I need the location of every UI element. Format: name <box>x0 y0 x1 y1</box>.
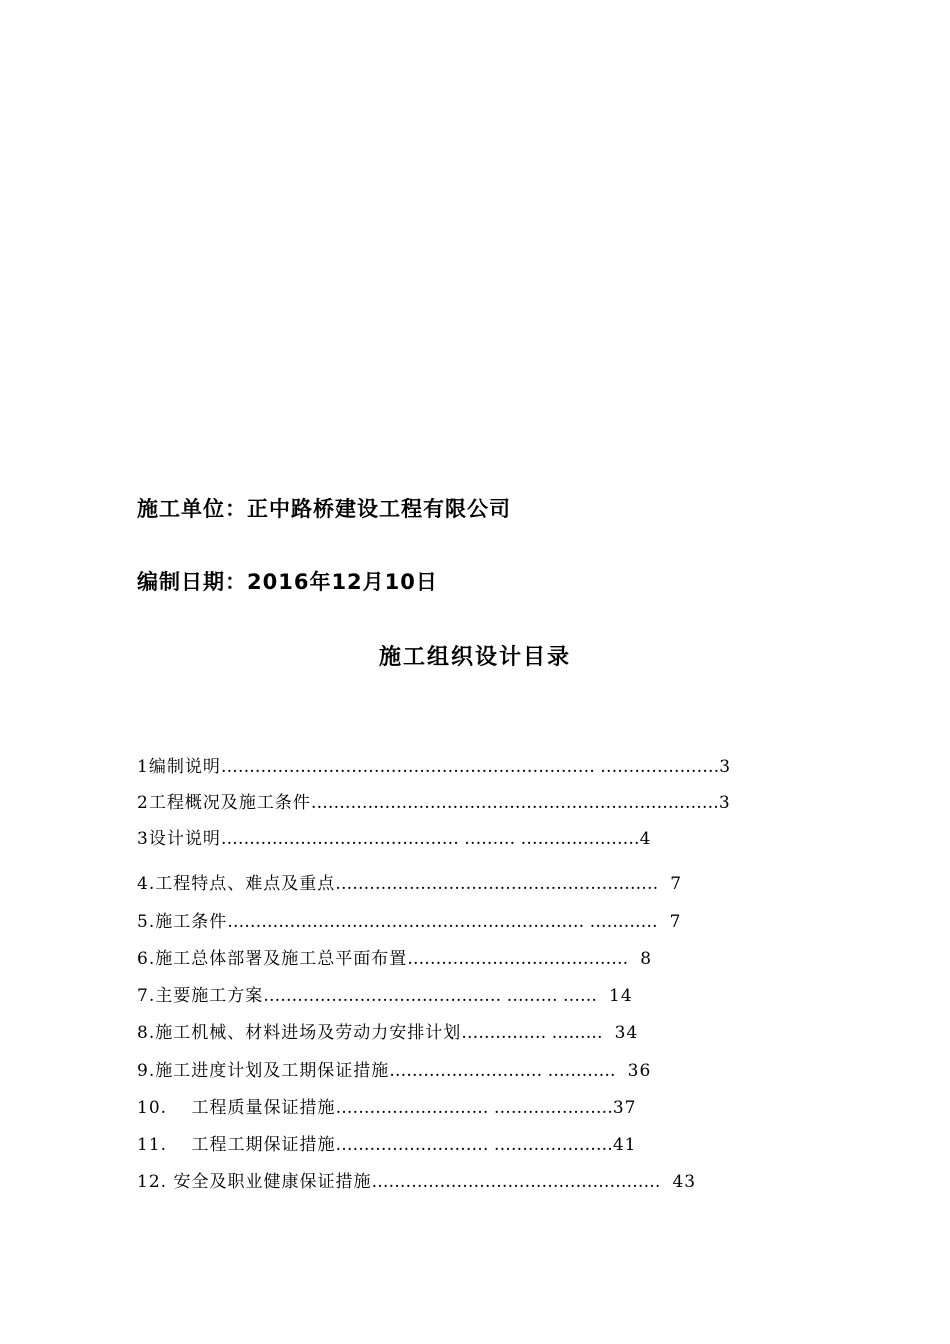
toc-entry-leader: ……………………… ………… <box>389 1061 616 1081</box>
toc-entry-page: 43 <box>672 1172 697 1192</box>
toc-entry-label: 10. 工程质量保证措施 <box>137 1098 336 1118</box>
toc-entry <box>137 826 651 852</box>
toc-entry-page: 7 <box>669 912 682 932</box>
toc-entry-label: 9.施工进度计划及工期保证措施 <box>137 1061 390 1081</box>
toc-entry <box>137 790 731 816</box>
toc-entry-page: 7 <box>670 874 683 894</box>
toc-entry-leader: ……………………… ………………… <box>335 1098 613 1118</box>
toc-entry-page: 36 <box>627 1061 652 1081</box>
toc-entry <box>137 1169 696 1195</box>
toc-entry-label: 6.施工总体部署及施工总平面布置 <box>137 949 408 969</box>
toc-entry-label: 7.主要施工方案 <box>137 986 264 1006</box>
toc-entry-label: 5.施工条件 <box>137 912 228 932</box>
toc-entry-leader: ………………………………………………………… ………………… <box>220 757 720 777</box>
toc-entry-page: 3 <box>718 793 731 813</box>
toc-entry-leader: ………………………………………………… <box>335 874 659 894</box>
toc-entry-leader: ……………………………………………………… ………… <box>227 912 658 932</box>
toc-entry <box>137 1095 637 1121</box>
toc-entry <box>137 1020 638 1046</box>
toc-entry-page: 14 <box>609 986 633 1006</box>
toc-entry <box>137 871 682 897</box>
construction-unit: 施工单位：正中路桥建设工程有限公司 <box>137 497 511 521</box>
toc-entry-page: 34 <box>614 1023 639 1043</box>
toc-entry-page: 4 <box>639 829 652 849</box>
toc-entry-leader: …………… ……… <box>461 1023 603 1043</box>
toc-entry-page: 41 <box>612 1135 637 1155</box>
toc-entry-label: 2工程概况及施工条件 <box>137 793 311 813</box>
toc-entry <box>137 983 633 1009</box>
toc-entry-label: 11. 工程工期保证措施 <box>137 1135 336 1155</box>
toc-entry-leader: …………………………………… ……… ………………… <box>220 829 640 849</box>
toc-entry <box>137 1058 651 1084</box>
toc-entry <box>137 946 652 972</box>
toc-entry-leader: …………………………………………… <box>371 1172 661 1192</box>
toc-entry-leader: ………………………………… <box>407 949 629 969</box>
toc-entry <box>137 909 681 935</box>
toc-entry-page: 37 <box>612 1098 637 1118</box>
toc-entry-page: 3 <box>719 757 732 777</box>
toc-entry-leader: ……………………… ………………… <box>335 1135 613 1155</box>
toc-entry-label: 12. 安全及职业健康保证措施 <box>137 1172 372 1192</box>
toc-entry-label: 8.施工机械、材料进场及劳动力安排计划 <box>137 1023 462 1043</box>
toc-entry-label: 1编制说明 <box>137 757 221 777</box>
toc-entry <box>137 1132 637 1158</box>
compile-date: 编制日期：2016年12月10日 <box>137 570 438 594</box>
toc-entry-label: 4.工程特点、难点及重点 <box>137 874 336 894</box>
toc-entry-label: 3设计说明 <box>137 829 221 849</box>
document-title: 施工组织设计目录 <box>378 645 571 670</box>
toc-entry-leader: …………………………………… ……… …… <box>263 986 598 1006</box>
toc-entry-leader: ……………………………………………………………… <box>310 793 719 813</box>
toc-entry <box>137 754 731 780</box>
toc-entry-page: 8 <box>640 949 653 969</box>
